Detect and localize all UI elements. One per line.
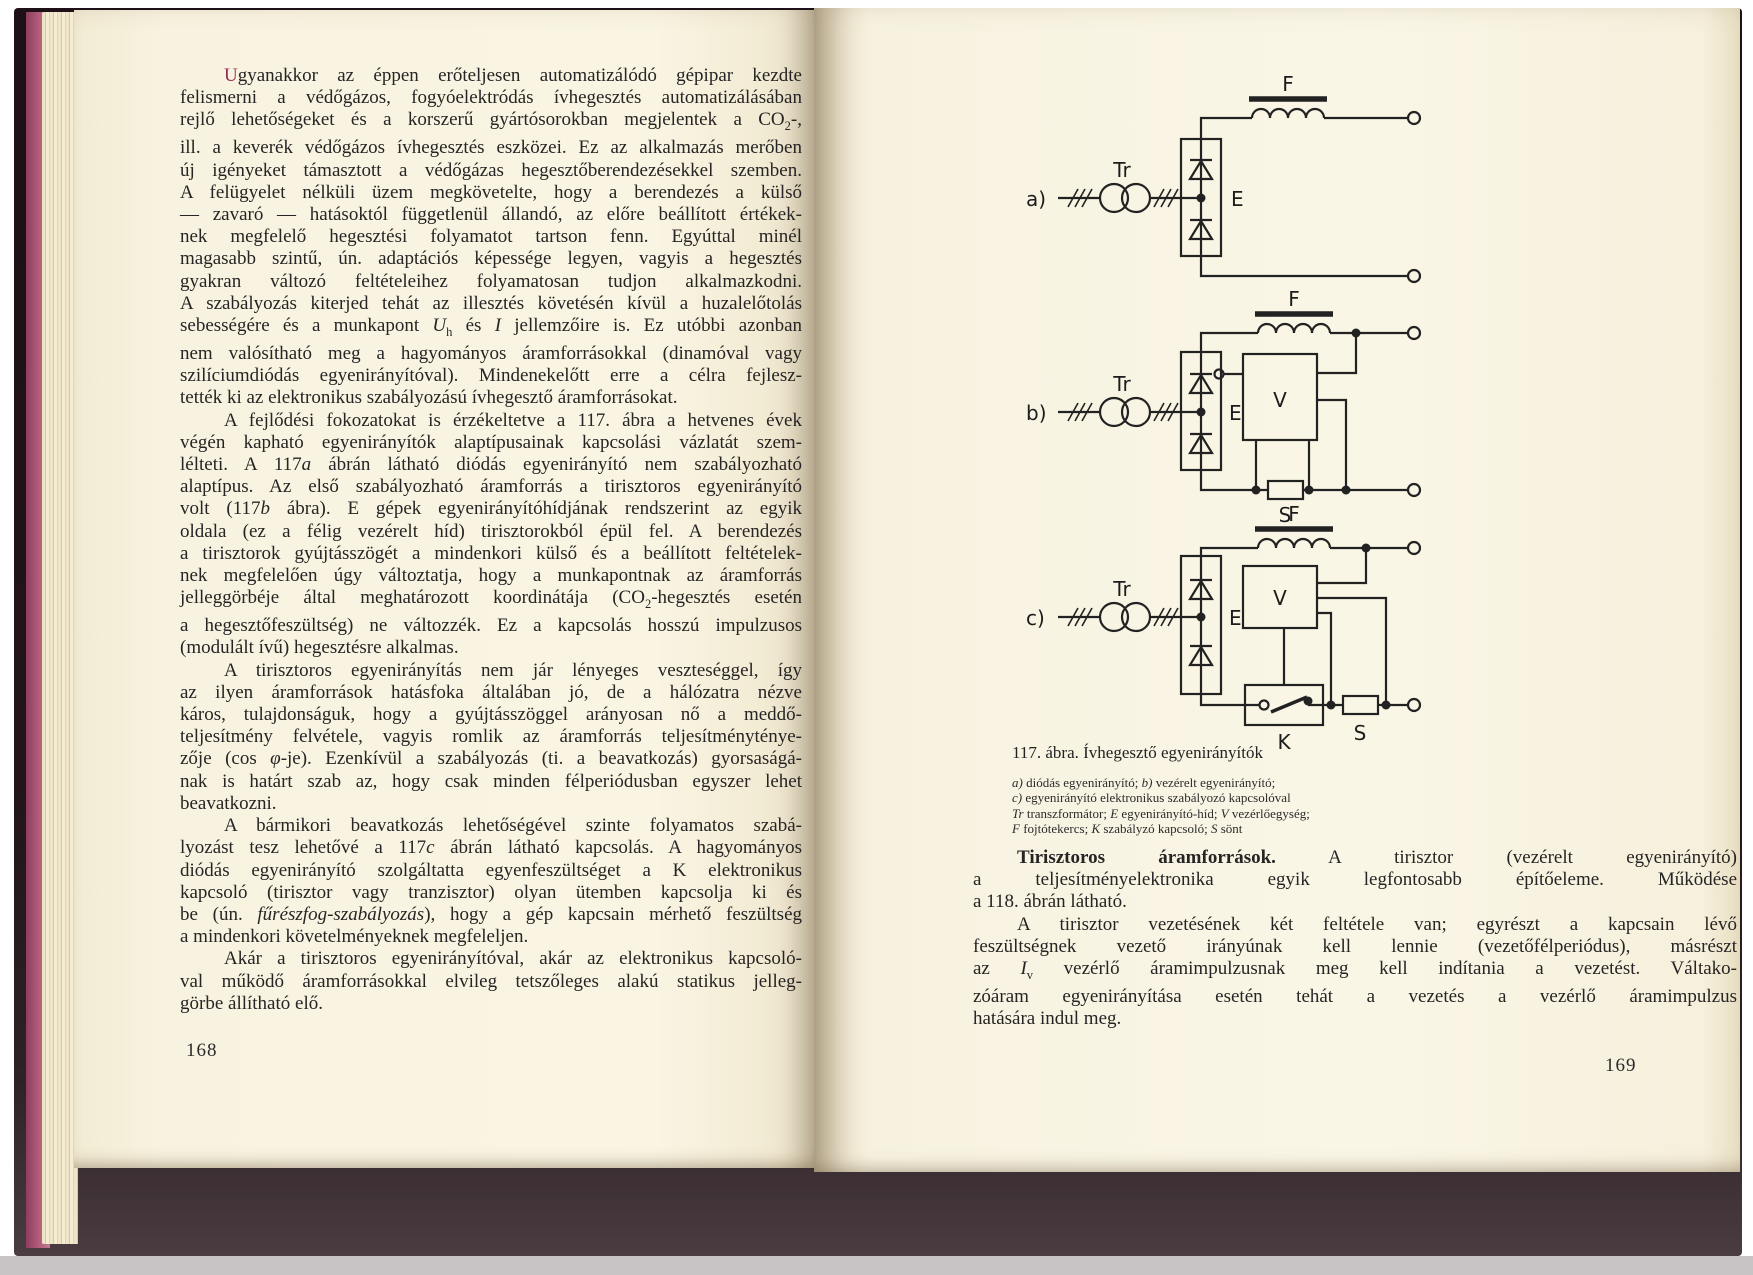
- diode-symbol: [1190, 646, 1212, 665]
- terminal-circle: [1408, 542, 1420, 554]
- paragraph: Tirisztoros áramforrások. A tirisztor (vezérelt egyenirányító) a teljesítményelektronika egyik legfontosabb építőeleme. Működése a 118. ábrán látható. A tirisztor vezetésének két feltétele van; egyrészt a kapcsain lévő feszültségnek vezető irányúnak kell lennie (vezetőfélperiódus), másrészt az $I_v$ vezérlő áramimpulzusnak meg kell indítania a vezetést. Váltako- zóáram egyenirányítása esetén tehát a vezetés a vezérlő áramimpulzus hatására indul meg.: [973, 847, 1737, 1030]
- switch-box: [1245, 685, 1323, 725]
- control-unit-box: [1243, 566, 1317, 628]
- junction-dot: [1382, 701, 1391, 710]
- switch-symbol: [1260, 697, 1313, 713]
- page-number-right: 169: [1605, 1055, 1637, 1076]
- inductor-symbol: [1252, 109, 1324, 118]
- transformer-label: Tr: [1113, 577, 1131, 601]
- control-unit-box: [1243, 354, 1317, 440]
- figure-117-diagrams: [900, 40, 1440, 760]
- diode-symbol: [1190, 580, 1212, 599]
- junction-dot: [1197, 408, 1206, 417]
- circuit-diagram-a: [1026, 72, 1420, 282]
- terminal-circle: [1408, 699, 1420, 711]
- paragraph: A tirisztoros egyenirányítás nem jár lényeges veszteséggel, így az ilyen áramforrások hatásfoka általában jó, de a hálózatra nézve káros, tulajdonságuk, hogy a gyújtásszöggel arányosan nő a meddő- teljesítmény felvétele, vagyis romlik az áramforrás teljesítményténye- zője (cos φ-je). Ezenkívül a szabályozás (ti. a beavatkozás) gyorsaságá- nak is határt szab az, hogy csak minden félperiódusban egyszer lehet beavatkozni.: [180, 659, 802, 814]
- diagram-a-label: a): [1026, 187, 1047, 211]
- diagram-c-label: c): [1026, 606, 1045, 630]
- diode-symbol: [1190, 434, 1212, 453]
- control-unit-label: V: [1273, 586, 1287, 610]
- junction-dot: [1197, 194, 1206, 203]
- page-number-left: 168: [186, 1040, 218, 1061]
- junction-dot: [1197, 613, 1206, 622]
- phase-hatch-icon: [1068, 608, 1092, 626]
- caption-line: Tr transzformátor; E egyenirányító-híd; V vezérlőegység;: [1012, 805, 1310, 821]
- inductor-symbol: [1258, 324, 1330, 333]
- figure-caption-title: 117. ábra. Ívhegesztő egyenirányítók: [1012, 743, 1263, 762]
- paragraph: Ugyanakkor az éppen erőteljesen automatizálódó gépipar kezdte felismerni a védőgázos, fogyóelektródás ívhegesztés automatizálásában rejlő lehetőségeket és a korszerű gyártósorokban megjelentek a $CO_2-$, ill. a keverék védőgázos ívhegesztés eszközei. Ez az alkalmazás merőben új igényeket támasztott a védőgázas hegesztőberendezésekkel szemben. A felügyelet nélküli üzem megkövetelte, hogy a berendezés a külső — zavaró — hatásoktól függetlenül állandó, az előre beállított értékek- nek megfelelő hegesztési folyamatot tartson fenn. Egyúttal minél magasabb szintű, ún. adaptációs képessége legyen, vagyis a hegesztés gyakran változó feltételeihez folyamatosan tudjon alkalmazkodni. A szabályozás kiterjed tehát az illesztés követésén kívül a huzalelőtolás sebességére és a munkapont $U_h$ és I jellemzőire is. Ez utóbbi azonban nem valósítható meg a hagyományos áramforrásokkal (dinamóval vagy szilíciumdiódás egyenirányítóval). Mindenekelőtt erre a célra fejlesz- tették ki az elektronikus szabályozású ívhegesztő áramforrásokat.: [180, 65, 802, 409]
- left-page-text: [180, 65, 802, 1015]
- transformer-label: Tr: [1113, 372, 1131, 396]
- right-page-text: [973, 847, 1737, 1030]
- transformer-symbol: [1100, 603, 1128, 631]
- circuit-diagram-c: [1026, 502, 1420, 754]
- phase-hatch-icon: [1068, 189, 1092, 207]
- rectifier-label: E: [1229, 606, 1242, 630]
- phase-hatch-icon: [1154, 189, 1178, 207]
- control-unit-label: V: [1273, 388, 1287, 412]
- terminal-circle: [1408, 484, 1420, 496]
- left-page: [74, 10, 814, 1168]
- page-edge-stack: [42, 12, 78, 1244]
- rectifier-bridge-box: [1181, 556, 1221, 694]
- shunt-resistor-symbol: [1343, 696, 1378, 714]
- junction-dot: [1327, 701, 1336, 710]
- transformer-symbol: [1100, 398, 1128, 426]
- choke-label: F: [1282, 72, 1294, 96]
- terminal-circle: [1408, 327, 1420, 339]
- caption-line: F fojtótekercs; K szabályzó kapcsoló; S sönt: [1012, 820, 1243, 836]
- rectifier-bridge-box: [1181, 352, 1221, 470]
- background-strip: [0, 1256, 1753, 1275]
- rectifier-label: E: [1231, 187, 1244, 211]
- figure-caption-legend: [1012, 775, 1310, 836]
- junction-dot: [1352, 329, 1361, 338]
- right-page: [814, 8, 1740, 1172]
- phase-hatch-icon: [1068, 403, 1092, 421]
- paragraph: A bármikori beavatkozás lehetőségével szinte folyamatos szabá- lyozást tesz lehetővé a 117c ábrán látható kapcsolás. A hagyományos diódás egyenirányító szolgáltatta egyenfeszültséget a K elektronikus kapcsoló (tirisztor vagy tranzisztor) olyan ütemben kapcsolja ki és be (ún. fűrészfog-szabályozás), hogy a gép kapcsain mérhető feszültség a mindenkori követelményeknek megfeleljen.: [180, 815, 803, 948]
- junction-dot: [1252, 486, 1261, 495]
- rectifier-bridge-box: [1181, 139, 1221, 256]
- choke-label: F: [1288, 287, 1300, 311]
- caption-line: a) diódás egyenirányító; b) vezérelt egyenirányító;: [1012, 775, 1276, 790]
- paragraph: Akár a tirisztoros egyenirányítóval, akár az elektronikus kapcsoló- val működő áramforrásokkal elvileg tetszőleges alakú statikus jelleg- görbe állítható elő.: [180, 948, 802, 1014]
- terminal-circle: [1408, 112, 1420, 124]
- circuit-diagram-b: [1026, 287, 1420, 527]
- shunt-label: S: [1353, 721, 1367, 745]
- transformer-symbol: [1100, 184, 1128, 212]
- rectifier-label: E: [1229, 401, 1242, 425]
- junction-dot: [1305, 486, 1314, 495]
- inductor-symbol: [1258, 539, 1330, 548]
- transformer-label: Tr: [1113, 158, 1131, 182]
- junction-dot: [1342, 486, 1351, 495]
- shunt-resistor-symbol: [1268, 481, 1303, 499]
- phase-hatch-icon: [1154, 403, 1178, 421]
- diode-symbol: [1190, 160, 1212, 179]
- diode-symbol: [1190, 220, 1212, 239]
- junction-dot: [1362, 544, 1371, 553]
- shunt-label: S: [1278, 503, 1292, 527]
- caption-line: c) egyenirányító elektronikus szabályozó kapcsolóval: [1012, 790, 1291, 806]
- diagram-b-label: b): [1026, 401, 1047, 425]
- thyristor-symbol: [1190, 370, 1224, 394]
- choke-label: F: [1288, 502, 1300, 526]
- phase-hatch-icon: [1154, 608, 1178, 626]
- switch-label: K: [1277, 730, 1291, 754]
- terminal-circle: [1408, 270, 1420, 282]
- paragraph: A fejlődési fokozatokat is érzékeltetve a 117. ábra a hetvenes évek végén kapható egyenirányítók alaptípusainak kapcsolási vázlatát szem- lélteti. A 117a ábrán látható diódás egyenirányító nem szabályozható alaptípus. Az első szabályozható áramforrás a tirisztoros egyenirányító volt (117b ábra). E gépek egyenirányítóhídjának rendszerint az egyik oldala (ez a félig vezérelt híd) tirisztorokból épül fel. A berendezés a tirisztorok gyújtásszögét a mindenkori külső és a beállított feltételek- nek megfelelően úgy változtatja, hogy a munkapontnak az áramforrás jelleggörbéje által meghatározott koordinátája ($CO_2$-hegesztés esetén a hegesztőfeszültség) ne változzék. Ez a kapcsolás hosszú impulzusos (modulált ívű) hegesztésre alkalmas.: [180, 409, 802, 659]
